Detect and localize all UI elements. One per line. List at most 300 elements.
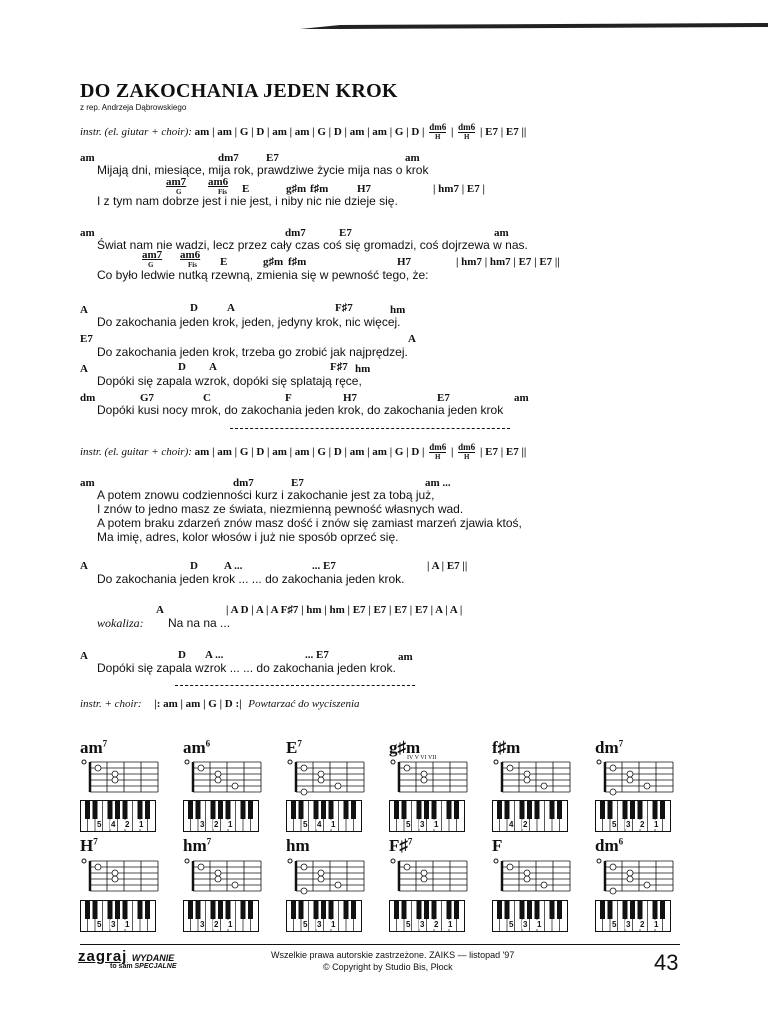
black-key xyxy=(329,900,334,919)
black-key xyxy=(497,800,502,819)
finger-dot xyxy=(301,864,307,870)
bar-separator: | xyxy=(450,446,454,459)
black-key xyxy=(196,900,201,919)
black-key xyxy=(557,900,562,919)
finger-number: 3 xyxy=(200,820,205,829)
finger-number: 1 xyxy=(434,820,439,829)
chord: E7 xyxy=(266,152,279,164)
chord-diagram-name: F xyxy=(492,836,503,855)
black-key xyxy=(226,900,231,919)
finger-number: 2 xyxy=(214,820,219,829)
finger-dot xyxy=(421,771,427,777)
finger-number: 1 xyxy=(139,820,144,829)
piano-keyboard xyxy=(80,800,156,832)
chord: F xyxy=(285,392,292,404)
chord: E7 xyxy=(437,392,450,404)
chord: am6 Fis xyxy=(208,176,229,196)
publisher-logo: zagraj WYDANIE to sam SPECJALNE xyxy=(78,948,177,970)
piano-keyboard xyxy=(286,900,362,932)
black-key xyxy=(344,900,349,919)
open-string-marker xyxy=(494,760,498,764)
finger-number: 1 xyxy=(331,820,336,829)
instr-end: | E7 | E7 || xyxy=(479,126,527,139)
open-string-marker xyxy=(597,859,601,863)
black-key xyxy=(291,800,296,819)
finger-dot xyxy=(644,783,650,789)
black-key xyxy=(226,800,231,819)
fretboard xyxy=(80,857,160,895)
fretboard xyxy=(80,758,160,796)
piano-keyboard xyxy=(183,800,259,832)
finger-dot xyxy=(215,771,221,777)
chord-fraction: $\frac{dm6}{H}$ xyxy=(458,122,476,141)
chord: ... E7 xyxy=(312,560,336,572)
open-string-marker xyxy=(82,859,86,863)
chord-diagram-name: $E^7$ xyxy=(286,738,302,757)
finger-dot xyxy=(507,864,513,870)
finger-number: 4 xyxy=(111,820,116,829)
chord: A xyxy=(80,304,88,316)
piano-keyboard xyxy=(492,900,568,932)
chord-diagram-name: $dm^7$ xyxy=(595,738,624,757)
chord: A xyxy=(227,302,235,314)
chord: | hm7 | E7 | xyxy=(433,183,485,195)
finger-number: 1 xyxy=(228,920,233,929)
black-key xyxy=(248,900,253,919)
piano-keyboard xyxy=(492,800,568,832)
bar-separator: | xyxy=(450,126,454,139)
finger-dot xyxy=(627,870,633,876)
chord: D xyxy=(178,649,186,661)
chord-fraction: $\frac{dm6}{H}$ xyxy=(458,442,476,461)
finger-number: 3 xyxy=(317,920,322,929)
open-string-marker xyxy=(288,760,292,764)
finger-dot xyxy=(421,870,427,876)
black-key xyxy=(218,800,223,819)
chord: am xyxy=(405,152,420,164)
finger-dot xyxy=(112,777,118,783)
finger-number: 5 xyxy=(612,820,617,829)
chord-fraction: $\frac{dm6}{H}$ xyxy=(429,442,447,461)
lyric-line: I znów to jedno masz ze świata, niezmienną pewność własnych wad. xyxy=(97,502,464,516)
finger-number: 5 xyxy=(612,920,617,929)
lyric-line: A potem braku zdarzeń znów masz dość i znów się zamiast marzeń zjawia ktoś, xyxy=(97,516,522,530)
chord-diagram-name: $H^7$ xyxy=(80,836,98,855)
chord: E xyxy=(220,256,228,268)
piano-keyboard xyxy=(389,800,465,832)
lyric-line: Mijają dni, miesiące, mija rok, prawdziwe życie mija nas o krok xyxy=(97,163,429,177)
finger-number: 1 xyxy=(228,820,233,829)
fretboard xyxy=(389,857,469,895)
lyric-line: Do zakochania jeden krok, trzeba go zrobić jak najprędzej. xyxy=(97,345,408,359)
black-key xyxy=(211,900,216,919)
finger-dot xyxy=(404,765,410,771)
finger-number: 3 xyxy=(200,920,205,929)
piano-keyboard xyxy=(183,900,259,932)
chord: E7 xyxy=(339,227,352,239)
finger-dot xyxy=(610,888,616,894)
black-key xyxy=(351,900,356,919)
instr-label: instr. (el. giutar + choir): xyxy=(80,126,192,139)
finger-dot xyxy=(627,777,633,783)
black-key xyxy=(535,800,540,819)
chord: F♯7 xyxy=(335,302,353,314)
finger-dot xyxy=(644,882,650,888)
finger-dot xyxy=(404,864,410,870)
finger-number: 5 xyxy=(97,920,102,929)
instr-end: | E7 | E7 || xyxy=(479,446,527,459)
finger-dot xyxy=(232,783,238,789)
black-key xyxy=(454,800,459,819)
black-key xyxy=(454,900,459,919)
repeat-bracket xyxy=(175,685,415,686)
chord: am xyxy=(80,152,95,164)
black-key xyxy=(653,900,658,919)
black-key xyxy=(248,800,253,819)
finger-number: 5 xyxy=(303,920,308,929)
open-string-marker xyxy=(185,859,189,863)
finger-number: 2 xyxy=(640,920,645,929)
black-key xyxy=(93,900,98,919)
fretboard xyxy=(492,857,572,895)
piano-keyboard xyxy=(595,900,671,932)
black-key xyxy=(314,800,319,819)
black-key xyxy=(314,900,319,919)
fretboard xyxy=(183,758,263,796)
vocal-label: wokaliza: xyxy=(97,616,144,630)
piano-keyboard xyxy=(286,800,362,832)
chord: E7 xyxy=(80,333,93,345)
lyric-line: Świat nam nie wadzi, lecz przez cały czas coś się gromadzi, coś dojrzewa w nas. xyxy=(97,238,528,252)
chord: hm xyxy=(355,363,371,375)
open-string-marker xyxy=(82,760,86,764)
black-key xyxy=(241,800,246,819)
fretboard xyxy=(183,857,263,895)
black-key xyxy=(299,900,304,919)
open-string-marker xyxy=(597,760,601,764)
black-key xyxy=(115,800,120,819)
finger-dot xyxy=(232,882,238,888)
chord: H7 xyxy=(397,256,412,268)
finger-dot xyxy=(112,870,118,876)
finger-dot xyxy=(507,765,513,771)
black-key xyxy=(211,800,216,819)
chord-diagram-name: f♯m xyxy=(492,738,521,757)
black-key xyxy=(520,900,525,919)
black-key xyxy=(424,900,429,919)
lyric-line: Na na na ... xyxy=(168,616,231,630)
instr-label: instr. (el. guitar + choir): xyxy=(80,446,192,459)
chord: A ... xyxy=(205,649,224,661)
black-key xyxy=(660,800,665,819)
finger-dot xyxy=(627,876,633,882)
chord: g♯m xyxy=(286,183,307,195)
black-key xyxy=(321,900,326,919)
lyric-line: Ma imię, adres, kolor włosów i już nie sposób oprzeć się. xyxy=(97,530,399,544)
finger-dot xyxy=(610,864,616,870)
black-key xyxy=(417,900,422,919)
black-key xyxy=(329,800,334,819)
chord: am xyxy=(494,227,509,239)
chord: A xyxy=(80,650,88,662)
page-edge-shadow xyxy=(300,18,768,24)
open-string-marker xyxy=(391,859,395,863)
black-key xyxy=(299,800,304,819)
lyric-line: Dopóki się zapala wzrok ... ... do zakochania jeden krok. xyxy=(97,661,396,675)
chord: A xyxy=(408,333,416,345)
lyric-line: Co było ledwie nutką rzewną, zmienia się w pewność tego, że: xyxy=(97,268,429,282)
vocal-sequence: | A D | A | A F♯7 | hm | hm | E7 | E7 | E7 | E7 | A | A | xyxy=(226,604,463,616)
black-key xyxy=(424,800,429,819)
chord: am xyxy=(80,477,95,489)
finger-number: 2 xyxy=(523,820,528,829)
finger-dot xyxy=(318,777,324,783)
song-subtitle: z rep. Andrzeja Dąbrowskiego xyxy=(80,103,187,112)
finger-dot xyxy=(541,783,547,789)
finger-dot xyxy=(95,864,101,870)
finger-dot xyxy=(215,876,221,882)
black-key xyxy=(138,800,143,819)
piano-keyboard xyxy=(80,900,156,932)
chord: A xyxy=(209,361,217,373)
finger-dot xyxy=(421,777,427,783)
copyright-text: © Copyright by Studio Bis, Płock xyxy=(323,962,453,972)
chord: A ... xyxy=(224,560,243,572)
chord-diagram-name: $hm^7$ xyxy=(183,836,212,855)
finger-number: 5 xyxy=(406,820,411,829)
black-key xyxy=(638,800,643,819)
finger-dot xyxy=(215,870,221,876)
chord-diagram-name: $dm^6$ xyxy=(595,836,624,855)
finger-number: 2 xyxy=(214,920,219,929)
finger-number: 2 xyxy=(640,820,645,829)
open-string-marker xyxy=(288,859,292,863)
finger-number: 1 xyxy=(125,920,130,929)
chord-diagram-name: F♯$^7$ xyxy=(389,836,413,855)
chord: A xyxy=(156,604,164,616)
black-key xyxy=(623,800,628,819)
black-key xyxy=(432,900,437,919)
black-key xyxy=(351,800,356,819)
chord: am xyxy=(80,227,95,239)
lyric-line: A potem znowu codzienności kurz i zakochanie jest za tobą już, xyxy=(97,488,435,502)
piano-keyboard xyxy=(389,900,465,932)
finger-dot xyxy=(112,876,118,882)
black-key xyxy=(527,800,532,819)
page-number: 43 xyxy=(654,950,679,975)
chord: E xyxy=(242,183,250,195)
chord: am xyxy=(398,651,413,663)
finger-number: 3 xyxy=(626,820,631,829)
finger-dot xyxy=(610,789,616,795)
chord: D xyxy=(190,560,198,572)
finger-dot xyxy=(524,876,530,882)
black-key xyxy=(85,900,90,919)
chord: E7 xyxy=(291,477,304,489)
chord: f♯m xyxy=(288,256,307,268)
chord: dm xyxy=(80,392,96,404)
chord: dm7 xyxy=(218,152,239,164)
chord-diagram-name: $am^7$ xyxy=(80,738,108,757)
instrumental-line-2 xyxy=(80,443,526,462)
chord-fraction: $\frac{dm6}{H}$ xyxy=(429,122,447,141)
finger-number: 3 xyxy=(420,820,425,829)
finger-number: 3 xyxy=(626,920,631,929)
finger-number: 1 xyxy=(654,820,659,829)
lyric-line: Dopóki kusi nocy mrok, do zakochania jeden krok, do zakochania jeden krok xyxy=(97,403,504,417)
finger-dot xyxy=(112,771,118,777)
open-string-marker xyxy=(391,760,395,764)
finger-number: 5 xyxy=(303,820,308,829)
finger-dot xyxy=(95,765,101,771)
finger-number: 5 xyxy=(406,920,411,929)
black-key xyxy=(447,900,452,919)
black-key xyxy=(638,900,643,919)
fretboard xyxy=(492,758,572,796)
finger-dot xyxy=(318,876,324,882)
finger-dot xyxy=(215,777,221,783)
chord: f♯m xyxy=(310,183,329,195)
fretboard xyxy=(389,758,469,796)
chord: am xyxy=(514,392,529,404)
repeat-bracket xyxy=(230,428,510,429)
black-key xyxy=(527,900,532,919)
chord: D xyxy=(178,361,186,373)
black-key xyxy=(535,900,540,919)
finger-dot xyxy=(318,870,324,876)
finger-dot xyxy=(335,783,341,789)
black-key xyxy=(600,800,605,819)
black-key xyxy=(600,900,605,919)
chord: H7 xyxy=(343,392,358,404)
lyric-line: Do zakochania jeden krok ... ... do zakochania jeden krok. xyxy=(97,572,405,586)
finger-dot xyxy=(421,876,427,882)
finger-dot xyxy=(335,882,341,888)
black-key xyxy=(145,900,150,919)
black-key xyxy=(85,800,90,819)
chord: G7 xyxy=(140,392,155,404)
finger-number: 1 xyxy=(654,920,659,929)
rights-text: Wszelkie prawa autorskie zastrzeżone. ZAIKS — listopad '97 xyxy=(271,950,515,960)
lyric-line: I z tym nam dobrze jest i nie jest, i niby nic nie dzieje się. xyxy=(97,194,398,208)
black-key xyxy=(123,800,128,819)
finger-dot xyxy=(627,771,633,777)
black-key xyxy=(108,800,113,819)
black-key xyxy=(321,800,326,819)
chord: A xyxy=(80,363,88,375)
finger-dot xyxy=(318,771,324,777)
chord: C xyxy=(203,392,211,404)
chord-diagram-name: hm xyxy=(286,836,310,855)
finger-dot xyxy=(301,888,307,894)
outro-note: Powtarzać do wyciszenia xyxy=(248,698,360,710)
black-key xyxy=(520,800,525,819)
black-key xyxy=(653,800,658,819)
black-key xyxy=(417,800,422,819)
outro-label: instr. + choir: xyxy=(80,698,142,710)
finger-number: 3 xyxy=(420,920,425,929)
black-key xyxy=(550,900,555,919)
black-key xyxy=(402,800,407,819)
chord-diagram-name: $am^6$ xyxy=(183,738,211,757)
finger-dot xyxy=(198,864,204,870)
black-key xyxy=(402,900,407,919)
finger-number: 1 xyxy=(448,920,453,929)
finger-dot xyxy=(524,870,530,876)
black-key xyxy=(447,800,452,819)
chord: D xyxy=(190,302,198,314)
black-key xyxy=(550,800,555,819)
chord: | hm7 | hm7 | E7 | E7 || xyxy=(456,256,560,268)
black-key xyxy=(93,800,98,819)
black-key xyxy=(505,800,510,819)
finger-number: 5 xyxy=(97,820,102,829)
finger-number: 2 xyxy=(434,920,439,929)
black-key xyxy=(394,900,399,919)
black-key xyxy=(630,900,635,919)
black-key xyxy=(115,900,120,919)
black-key xyxy=(660,900,665,919)
chord: H7 xyxy=(357,183,372,195)
lyric-line: Do zakochania jeden krok, jeden, jedyny krok, nic więcej. xyxy=(97,315,401,329)
finger-number: 4 xyxy=(509,820,514,829)
song-title: DO ZAKOCHANIA JEDEN KROK xyxy=(80,80,398,102)
black-key xyxy=(394,800,399,819)
chord: | A | E7 || xyxy=(427,560,468,572)
chord-diagram-name: g♯m xyxy=(389,738,421,757)
finger-dot xyxy=(541,882,547,888)
fret-numbers: IV V VI VII xyxy=(407,755,437,761)
open-string-marker xyxy=(494,859,498,863)
black-key xyxy=(218,900,223,919)
chord: am7 G xyxy=(142,249,163,269)
chord: am7 G xyxy=(166,176,187,196)
black-key xyxy=(188,900,193,919)
finger-number: 1 xyxy=(331,920,336,929)
finger-dot xyxy=(524,771,530,777)
black-key xyxy=(630,800,635,819)
black-key xyxy=(497,900,502,919)
open-string-marker xyxy=(185,760,189,764)
instrumental-line-1 xyxy=(80,123,526,142)
finger-dot xyxy=(198,765,204,771)
black-key xyxy=(291,900,296,919)
fretboard xyxy=(595,857,675,895)
chord: am6 Fis xyxy=(180,249,201,269)
black-key xyxy=(505,900,510,919)
black-key xyxy=(608,900,613,919)
chord: g♯m xyxy=(263,256,284,268)
black-key xyxy=(623,900,628,919)
black-key xyxy=(241,900,246,919)
finger-number: 3 xyxy=(523,920,528,929)
chord: dm7 xyxy=(285,227,306,239)
chord: am ... xyxy=(425,477,451,489)
black-key xyxy=(123,900,128,919)
piano-keyboard xyxy=(595,800,671,832)
chord: dm7 xyxy=(233,477,254,489)
chord: F♯7 xyxy=(330,361,348,373)
chord: ... E7 xyxy=(305,649,329,661)
instr-sequence: am | am | G | D | am | am | G | D | am | am | G | D | xyxy=(194,126,425,139)
black-key xyxy=(145,800,150,819)
black-key xyxy=(432,800,437,819)
finger-dot xyxy=(301,765,307,771)
black-key xyxy=(608,800,613,819)
outro-line xyxy=(80,698,360,710)
black-key xyxy=(188,800,193,819)
finger-number: 3 xyxy=(111,920,116,929)
